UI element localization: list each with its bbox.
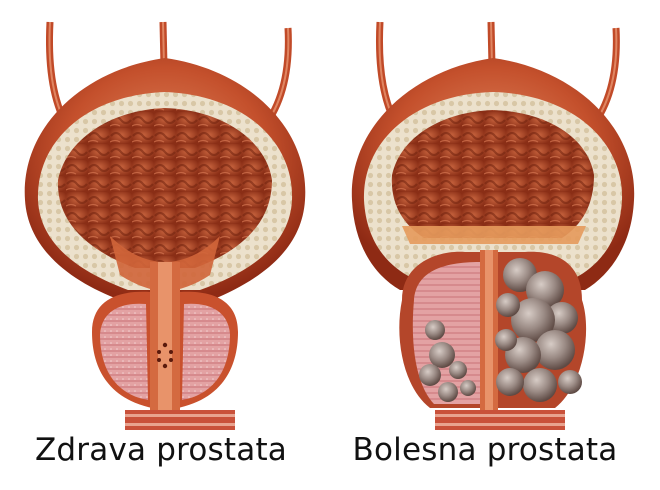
- diseased-prostate-illustration: [330, 0, 660, 430]
- residual-urine: [402, 226, 586, 244]
- diseased-prostate-panel: [330, 0, 660, 490]
- healthy-prostate-label: Zdrava prostata: [34, 432, 287, 468]
- urethra-base: [435, 410, 565, 430]
- healthy-prostate-illustration: [0, 0, 330, 430]
- diseased-prostate-label: Bolesna prostata: [352, 432, 618, 468]
- urethra-base: [125, 410, 235, 430]
